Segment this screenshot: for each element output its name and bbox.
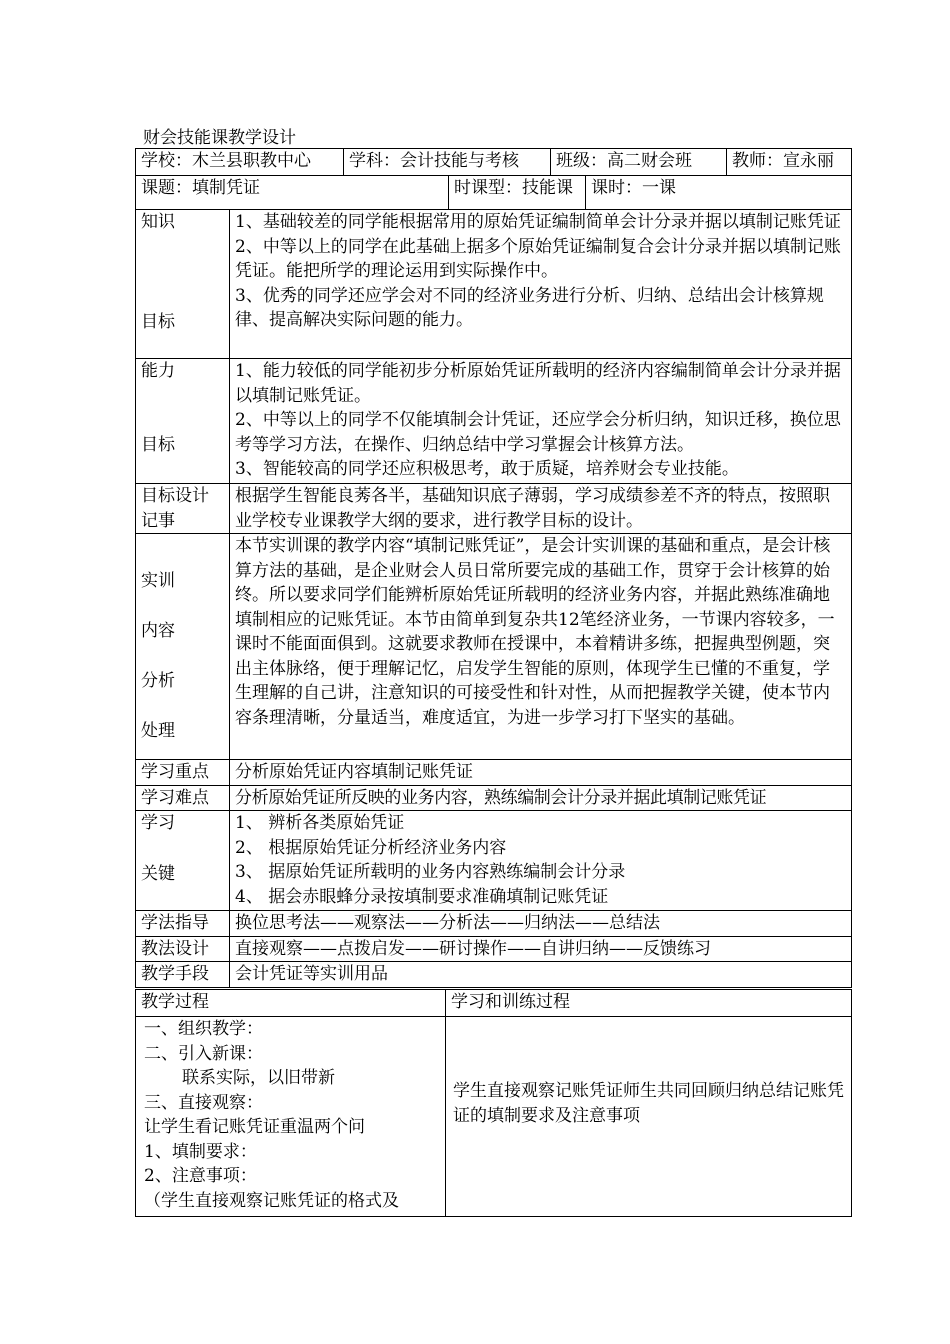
difficulty-text: 分析原始凭证所反映的业务内容，熟练编制会计分录并据此填制记账凭证: [230, 785, 852, 811]
school-cell: 学校：木兰县职教中心: [136, 149, 344, 176]
process-line-1: 一、组织教学：: [144, 1019, 263, 1039]
content-analysis-row: [136, 534, 852, 760]
process-line-4: 三、直接观察：: [144, 1092, 263, 1113]
ability-line-1: 1、能力较低的同学能初步分析原始凭证所载明的经济内容编制简单会计分录并据以填制记账凭证。: [235, 361, 841, 406]
key-step-3: 3、 据原始凭证所载明的业务内容熟练编制会计分录: [235, 862, 626, 882]
process-line-3: 联系实际，以旧带新: [182, 1068, 335, 1088]
teacher-cell: 教师：宣永丽: [727, 149, 852, 176]
teach-design-label: 教法设计: [136, 936, 230, 962]
goal-design-label: 目标设计记事: [136, 484, 230, 534]
knowledge-label-bottom: 目标: [141, 311, 175, 332]
analysis-label-3: 分析: [141, 671, 175, 691]
analysis-text: 本节实训课的教学内容“填制记账凭证”，是会计实训课的基础和重点，是会计核算方法的基础，是企业财会人员日常所要完成的基础工作，贯穿于会计核算的始终。所以要求同学们能辨析原始凭证所载明的经济业务内容，并据此熟练准确地填制相应的记账凭证。本节由简单到复杂共12笔经济业务，一节课内容较多，一课时不能面面俱到。这就要求教师在授课中，本着精讲多练，把握典型例题，突出主体脉络，便于理解记忆，启发学生智能的原则，体现学生已懂的不重复，学生理解的自己讲，注意知识的可接受性和针对性，从而把握教学关键，使本节内容条理清晰，分量适当，难度适宜，为进一步学习打下坚实的基础。: [230, 534, 852, 760]
teach-means-text: 会计凭证等实训用品: [230, 962, 852, 988]
teach-design-row: [136, 936, 852, 962]
process-right-header: 学习和训练过程: [446, 990, 852, 1017]
difficulty-row: [136, 785, 852, 811]
process-right-text: 学生直接观察记账凭证师生共同回顾归纳总结记账凭证的填制要求及注意事项: [453, 1081, 844, 1126]
knowledge-line-1: 1、基础较差的同学能根据常用的原始凭证编制简单会计分录并据以填制记账凭证: [235, 212, 841, 232]
document-title: 财会技能课教学设计: [143, 128, 296, 148]
analysis-label-1: 实训: [141, 571, 175, 591]
knowledge-line-2: 2、中等以上的同学在此基础上据多个原始凭证编制复合会计分录并据以填制记账凭证。能把所学的理论运用到实际操作中。: [235, 236, 841, 281]
design-table: [135, 209, 852, 988]
process-table: [135, 989, 852, 1217]
difficulty-label: 学习难点: [136, 785, 230, 811]
key-steps-row: [136, 811, 852, 911]
ability-label-top: 能力: [141, 361, 175, 381]
subject-cell: 学科：会计技能与考核: [344, 149, 551, 176]
topic-table: [135, 175, 852, 210]
lesson-type-cell: 时课型：技能课: [449, 176, 586, 210]
knowledge-label-top: 知识: [141, 212, 175, 232]
key-point-label: 学习重点: [136, 760, 230, 786]
process-left-header: 教学过程: [136, 990, 446, 1017]
key-steps-label-top: 学习: [141, 813, 175, 833]
class-cell: 班级：高二财会班: [551, 149, 727, 176]
method-guide-text: 换位思考法——观察法——分析法——归纳法——总结法: [230, 911, 852, 937]
process-line-8: （学生直接观察记账凭证的格式及: [144, 1190, 399, 1211]
teach-design-text: 直接观察——点拨启发——研讨操作——自讲归纳——反馈练习: [230, 936, 852, 962]
ability-goal-row: [136, 359, 852, 484]
lesson-hours-cell: 课时：一课: [586, 176, 852, 210]
key-step-2: 2、 根据原始凭证分析经济业务内容: [235, 837, 507, 858]
ability-line-3: 3、智能较高的同学还应积极思考，敢于质疑，培养财会专业技能。: [235, 459, 739, 479]
process-line-7: 2、注意事项：: [144, 1166, 257, 1186]
process-line-5: 让学生看记账凭证重温两个问: [144, 1117, 365, 1137]
goal-design-text: 根据学生智能良莠各半，基础知识底子薄弱，学习成绩参差不齐的特点，按照职业学校专业课教学大纲的要求，进行教学目标的设计。: [230, 484, 852, 534]
process-line-6: 1、填制要求：: [144, 1141, 257, 1162]
key-step-1: 1、 辨析各类原始凭证: [235, 813, 405, 833]
method-guide-label: 学法指导: [136, 911, 230, 937]
knowledge-goal-row: [136, 210, 852, 359]
topic-cell: 课题：填制凭证: [136, 176, 449, 210]
analysis-label-4: 处理: [141, 721, 175, 741]
key-point-row: [136, 760, 852, 786]
goal-design-row: [136, 484, 852, 534]
key-point-text: 分析原始凭证内容填制记账凭证: [230, 760, 852, 786]
knowledge-line-3: 3、优秀的同学还应学会对不同的经济业务进行分析、归纳、总结出会计核算规律、提高解决实际问题的能力。: [235, 285, 824, 330]
header-table: [135, 148, 852, 176]
ability-line-2: 2、中等以上的同学不仅能填制会计凭证，还应学会分析归纳，知识迁移，换位思考等学习方法，在操作、归纳总结中学习掌握会计核算方法。: [235, 410, 841, 455]
teach-means-row: [136, 962, 852, 988]
method-guide-row: [136, 911, 852, 937]
ability-label-bottom: 目标: [141, 434, 175, 455]
key-steps-label-bottom: 关键: [141, 863, 175, 884]
teach-means-label: 教学手段: [136, 962, 230, 988]
analysis-label-2: 内容: [141, 621, 175, 641]
key-step-4: 4、 据会赤眼蜂分录按填制要求准确填制记账凭证: [235, 886, 609, 907]
process-line-2: 二、引入新课：: [144, 1043, 263, 1064]
